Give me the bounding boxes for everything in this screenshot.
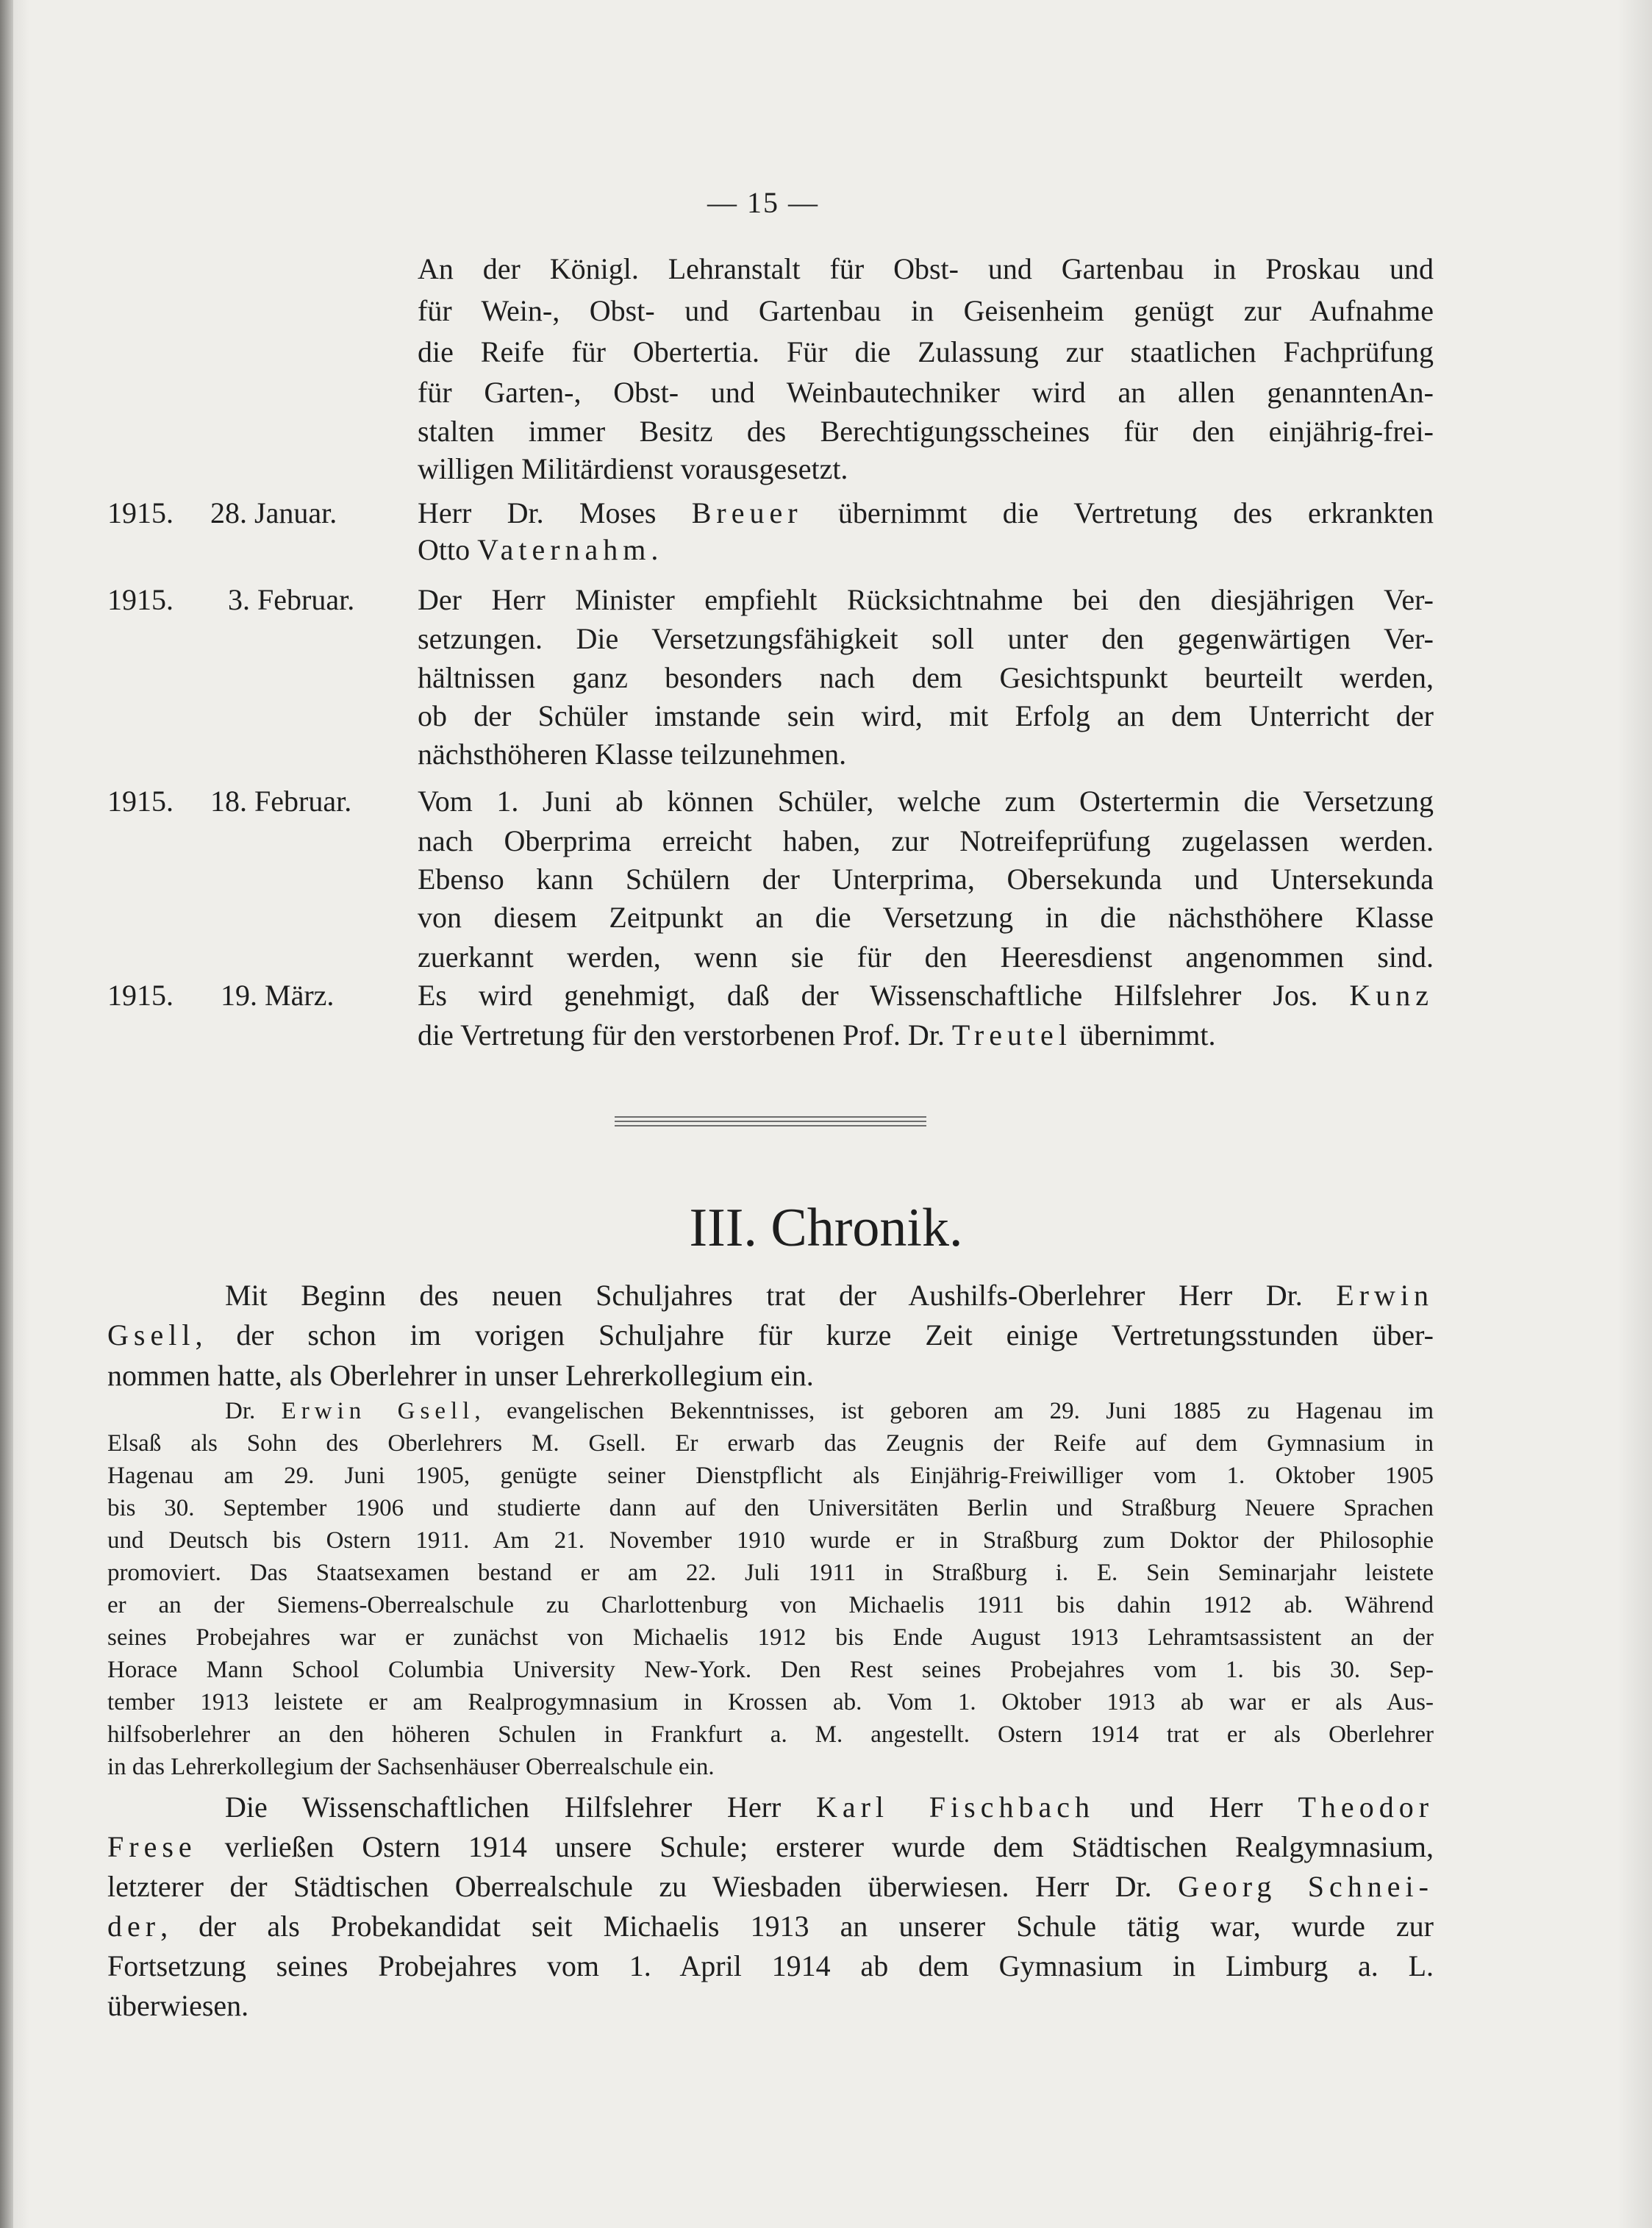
text-line: Mit Beginn des neuen Schuljahres trat der Aushilfs-Oberlehrer Herr Dr. Erwin	[225, 1279, 1434, 1312]
text-line: Elsaß als Sohn des Oberlehrers M. Gsell. Er erwarb das Zeugnis der Reife auf dem Gymnasium in	[107, 1430, 1434, 1457]
text-line: letzterer der Städtischen Oberrealschule zu Wiesbaden überwiesen. Herr Dr. Georg Schnei-	[107, 1870, 1434, 1903]
text-line: Otto Vaternahm.	[418, 533, 659, 566]
page-number: — 15 —	[707, 186, 819, 219]
binding-edge	[0, 0, 13, 2228]
text-line: zuerkannt werden, wenn sie für den Heeresdienst angenommen sind.	[418, 940, 1434, 974]
text-line: Vom 1. Juni ab können Schüler, welche zum Ostertermin die Versetzung	[418, 785, 1434, 818]
text-line: für Wein-, Obst- und Gartenbau in Geisenheim genügt zur Aufnahme	[418, 294, 1434, 327]
text-line: seines Probejahres war er zunächst von Michaelis 1912 bis Ende August 1913 Lehramtsassistent an der	[107, 1624, 1434, 1651]
text-line: und Deutsch bis Ostern 1911. Am 21. November 1910 wurde er in Straßburg zum Doktor der Philosophie	[107, 1527, 1434, 1554]
entry-year: 1915.	[107, 785, 174, 818]
text-line: Horace Mann School Columbia University New-York. Den Rest seines Probejahres vom 1. bis 30. Sep-	[107, 1657, 1434, 1683]
text-line: der, der als Probekandidat seit Michaelis 1913 an unserer Schule tätig war, wurde zur	[107, 1910, 1434, 1943]
text-line: ob der Schüler imstande sein wird, mit Erfolg an dem Unterricht der	[418, 699, 1434, 732]
text-line: hältnissen ganz besonders nach dem Gesichtspunkt beurteilt werden,	[418, 661, 1434, 694]
text-line: nächsthöheren Klasse teilzunehmen.	[418, 738, 847, 771]
text-line: bis 30. September 1906 und studierte dann auf den Universitäten Berlin und Straßburg Neuere Sprachen	[107, 1495, 1434, 1521]
text-line: Fortsetzung seines Probejahres vom 1. April 1914 ab dem Gymnasium in Limburg a. L.	[107, 1949, 1434, 1982]
entry-year: 1915.	[107, 496, 174, 529]
text-line: die Reife für Obertertia. Für die Zulassung zur staatlichen Fachprüfung	[418, 335, 1434, 368]
text-line: nommen hatte, als Oberlehrer in unser Lehrerkollegium ein.	[107, 1359, 814, 1392]
text-line: Hagenau am 29. Juni 1905, genügte seiner Dienstpflicht als Einjährig-Freiwilliger vom 1. Oktober 1905	[107, 1463, 1434, 1489]
text-line: Ebenso kann Schülern der Unterprima, Obersekunda und Untersekunda	[418, 863, 1434, 896]
text-line: tember 1913 leistete er am Realprogymnasium in Krossen ab. Vom 1. Oktober 1913 ab war er als Aus-	[107, 1689, 1434, 1715]
text-line: Der Herr Minister empfiehlt Rücksichtnahme bei den diesjährigen Ver-	[418, 583, 1434, 616]
text-line: An der Königl. Lehranstalt für Obst- und Gartenbau in Proskau und	[418, 252, 1434, 285]
text-line: in das Lehrerkollegium der Sachsenhäuser Oberrealschule ein.	[107, 1754, 715, 1780]
text-line: stalten immer Besitz des Berechtigungsscheines für den einjährig-frei-	[418, 415, 1434, 448]
entry-day: 19. März.	[221, 979, 335, 1012]
entry-day: 28. Januar.	[210, 496, 337, 529]
text-line: promoviert. Das Staatsexamen bestand er am 22. Juli 1911 in Straßburg i. E. Sein Seminarjahr leistete	[107, 1560, 1434, 1586]
entry-year: 1915.	[107, 979, 174, 1012]
text-line: Die Wissenschaftlichen Hilfslehrer Herr Karl Fischbach und Herr Theodor	[225, 1790, 1434, 1824]
text-line: Es wird genehmigt, daß der Wissenschaftliche Hilfslehrer Jos. Kunz	[418, 979, 1434, 1012]
section-heading: III. Chronik.	[689, 1198, 963, 1258]
text-line: nach Oberprima erreicht haben, zur Notreifeprüfung zugelassen werden.	[418, 824, 1434, 857]
text-line: Dr. Erwin Gsell, evangelischen Bekenntnisses, ist geboren am 29. Juni 1885 zu Hagenau im	[225, 1398, 1434, 1424]
text-line: überwiesen.	[107, 1989, 249, 2022]
text-line: willigen Militärdienst vorausgesetzt.	[418, 452, 848, 485]
text-line: hilfsoberlehrer an den höheren Schulen in Frankfurt a. M. angestellt. Ostern 1914 trat er als Oberlehrer	[107, 1721, 1434, 1748]
text-line: von diesem Zeitpunkt an die Versetzung in die nächsthöhere Klasse	[418, 901, 1434, 934]
text-line: für Garten-, Obst- und Weinbautechniker wird an allen genanntenAn-	[418, 376, 1434, 409]
entry-day: 3. Februar.	[228, 583, 355, 616]
text-line: Gsell, der schon im vorigen Schuljahre für kurze Zeit einige Vertretungsstunden über-	[107, 1318, 1434, 1352]
text-line: Frese verließen Ostern 1914 unsere Schule; ersterer wurde dem Städtischen Realgymnasium,	[107, 1830, 1434, 1863]
text-line: Herr Dr. Moses Breuer übernimmt die Vertretung des erkrankten	[418, 496, 1434, 529]
entry-day: 18. Februar.	[210, 785, 352, 818]
text-line: die Vertretung für den verstorbenen Prof. Dr. Treutel übernimmt.	[418, 1018, 1216, 1051]
entry-year: 1915.	[107, 583, 174, 616]
text-line: setzungen. Die Versetzungsfähigkeit soll unter den gegenwärtigen Ver-	[418, 622, 1434, 655]
text-line: er an der Siemens-Oberrealschule zu Charlottenburg von Michaelis 1911 bis dahin 1912 ab. Während	[107, 1592, 1434, 1618]
